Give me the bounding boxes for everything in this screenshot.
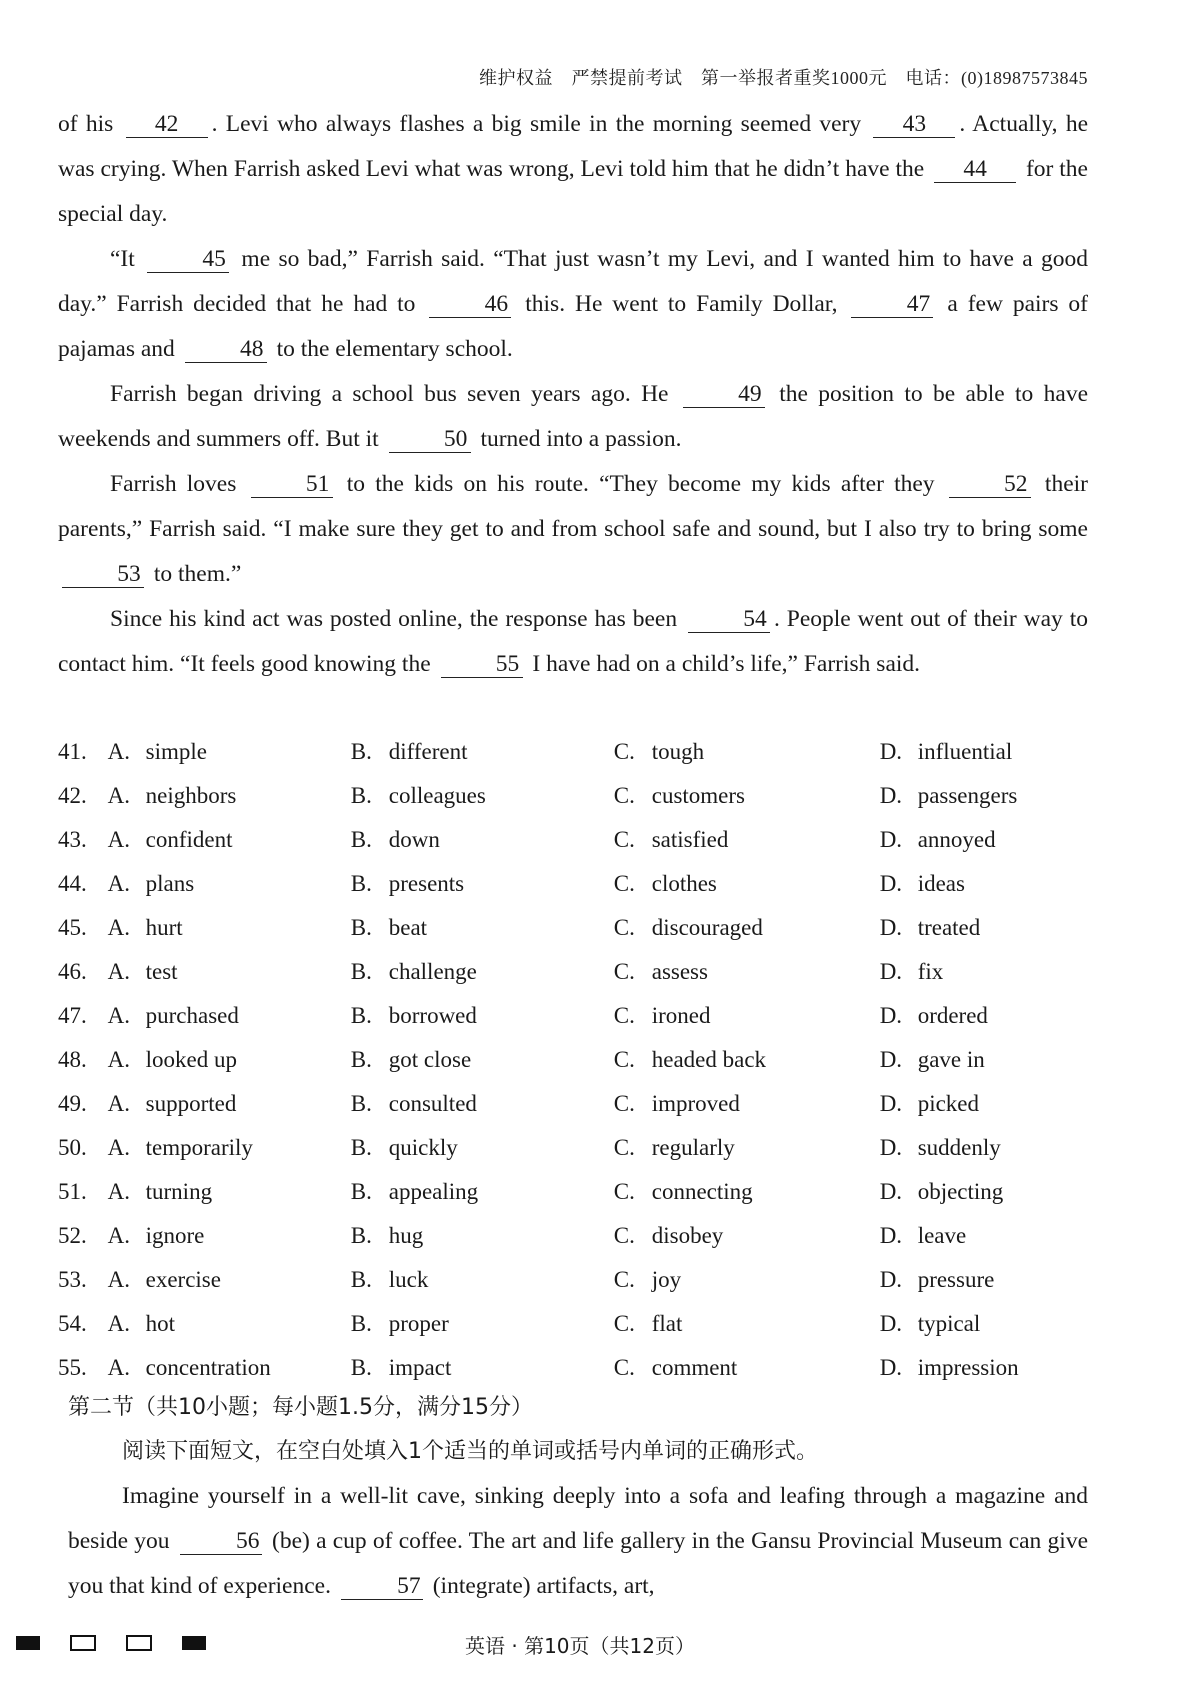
option-letter: D.: [879, 1003, 903, 1028]
option-letter: B.: [350, 783, 372, 808]
section-passage: [68, 1474, 1088, 1609]
passage-paragraph: [58, 462, 1088, 597]
question-options-row: [58, 774, 1098, 818]
option-letter: A.: [107, 827, 130, 852]
option-word: joy: [651, 1267, 682, 1292]
option-letter: C.: [613, 1223, 635, 1248]
question-number: 49.: [58, 1091, 87, 1116]
option-word: looked up: [145, 1047, 237, 1072]
passage-text: a few pairs of pajamas and: [58, 291, 1088, 362]
option-word: ignore: [145, 1223, 205, 1248]
option-word: typical: [917, 1311, 981, 1336]
question-number: 51.: [58, 1179, 87, 1204]
section-title: 第二节（共10小题；每小题1.5分，满分15分）: [68, 1395, 533, 1420]
blank-50: 50: [389, 426, 471, 453]
option-letter: B.: [350, 1003, 372, 1028]
option-letter: D.: [879, 1223, 903, 1248]
option-c: [614, 783, 880, 809]
option-letter: A.: [107, 783, 130, 808]
option-a: [108, 1223, 351, 1249]
option-letter: C.: [613, 827, 635, 852]
option-letter: A.: [107, 871, 130, 896]
question-options-row: [58, 1258, 1098, 1302]
option-word: purchased: [145, 1003, 239, 1028]
passage-paragraph: [58, 372, 1088, 462]
option-letter: D.: [879, 1311, 903, 1336]
option-letter: B.: [350, 739, 372, 764]
option-d: [880, 1267, 1098, 1293]
passage-text: I have had on a child’s life,” Farrish said.: [526, 651, 921, 677]
option-b: [351, 1047, 614, 1073]
option-letter: C.: [613, 1047, 635, 1072]
option-word: concentration: [145, 1355, 271, 1380]
question-options-row: [58, 862, 1098, 906]
option-word: confident: [145, 827, 233, 852]
option-letter: A.: [107, 1223, 130, 1248]
question-options-row: [58, 1170, 1098, 1214]
empty-square-mark: [70, 1635, 96, 1651]
question-number: 52.: [58, 1223, 87, 1248]
blank-53: 53: [62, 561, 144, 588]
option-a: [108, 1267, 351, 1293]
option-word: fix: [917, 959, 944, 984]
question-number: 50.: [58, 1135, 87, 1160]
option-word: disobey: [651, 1223, 724, 1248]
blank-44: 44: [934, 156, 1016, 183]
option-word: picked: [917, 1091, 979, 1116]
question-options-row: [58, 730, 1098, 774]
blank-42: 42: [126, 111, 208, 138]
option-word: borrowed: [388, 1003, 477, 1028]
option-letter: A.: [107, 1355, 130, 1380]
option-b: [351, 1355, 614, 1381]
passage-text: turned into a passion.: [474, 426, 682, 452]
question-options-row: [58, 950, 1098, 994]
option-word: customers: [651, 783, 745, 808]
option-a: [108, 783, 351, 809]
option-letter: D.: [879, 739, 903, 764]
blank-51: 51: [251, 471, 333, 498]
option-d: [880, 1311, 1098, 1337]
question-options-row: [58, 1346, 1098, 1390]
question-number: 47.: [58, 1003, 87, 1028]
option-b: [351, 1311, 614, 1337]
passage-text: to them.”: [148, 561, 242, 587]
option-d: [880, 959, 1098, 985]
option-c: [614, 871, 880, 897]
blank-45: 45: [147, 246, 229, 273]
option-word: flat: [651, 1311, 683, 1336]
option-d: [880, 871, 1098, 897]
passage-paragraph: [58, 102, 1088, 237]
option-letter: B.: [350, 1267, 372, 1292]
option-c: [614, 1003, 880, 1029]
filled-square-mark: [182, 1636, 206, 1650]
page-number: 英语 · 第10页（共12页）: [465, 1634, 695, 1658]
question-options-row: [58, 994, 1098, 1038]
option-d: [880, 783, 1098, 809]
option-c: [614, 1135, 880, 1161]
option-letter: D.: [879, 827, 903, 852]
option-letter: C.: [613, 915, 635, 940]
option-c: [614, 739, 880, 765]
option-a: [108, 915, 351, 941]
option-letter: B.: [350, 1135, 372, 1160]
blank-54: 54: [688, 606, 770, 633]
blank-49: 49: [683, 381, 765, 408]
question-options-row: [58, 1302, 1098, 1346]
option-letter: D.: [879, 1091, 903, 1116]
option-letter: D.: [879, 1047, 903, 1072]
option-letter: C.: [613, 1179, 635, 1204]
option-letter: B.: [350, 915, 372, 940]
passage-text: to the elementary school.: [270, 336, 513, 362]
question-number: 53.: [58, 1267, 87, 1292]
option-c: [614, 1047, 880, 1073]
option-word: headed back: [651, 1047, 767, 1072]
answer-options-list: [58, 730, 1098, 1390]
option-letter: B.: [350, 827, 372, 852]
option-letter: A.: [107, 1003, 130, 1028]
option-letter: A.: [107, 959, 130, 984]
option-letter: C.: [613, 1003, 635, 1028]
option-letter: D.: [879, 783, 903, 808]
option-letter: C.: [613, 1355, 635, 1380]
option-letter: A.: [107, 1091, 130, 1116]
option-word: comment: [651, 1355, 738, 1380]
question-number: 42.: [58, 783, 87, 808]
option-letter: D.: [879, 915, 903, 940]
passage-text: . People went out of their way to contact him. “It feels good knowing the: [58, 606, 1088, 677]
option-letter: C.: [613, 739, 635, 764]
option-b: [351, 1003, 614, 1029]
option-b: [351, 1179, 614, 1205]
option-word: plans: [145, 871, 195, 896]
option-word: objecting: [917, 1179, 1004, 1204]
option-word: regularly: [651, 1135, 735, 1160]
question-number: 54.: [58, 1311, 87, 1336]
question-number: 43.: [58, 827, 87, 852]
option-c: [614, 959, 880, 985]
question-options-row: [58, 906, 1098, 950]
cloze-passage: [58, 102, 1088, 687]
option-word: down: [388, 827, 440, 852]
option-c: [614, 827, 880, 853]
option-word: ordered: [917, 1003, 988, 1028]
passage-text: . Actually, he was crying. When Farrish asked Levi what was wrong, Levi told him that he didn’t have the: [58, 111, 1089, 182]
option-d: [880, 1179, 1098, 1205]
option-b: [351, 959, 614, 985]
passage-text: Since his kind act was posted online, the response has been: [110, 606, 684, 632]
option-letter: B.: [350, 959, 372, 984]
filled-square-mark: [16, 1636, 40, 1650]
option-b: [351, 739, 614, 765]
option-letter: D.: [879, 959, 903, 984]
option-word: suddenly: [917, 1135, 1001, 1160]
option-d: [880, 915, 1098, 941]
option-letter: B.: [350, 1355, 372, 1380]
option-word: turning: [145, 1179, 213, 1204]
option-letter: B.: [350, 1223, 372, 1248]
option-letter: C.: [613, 959, 635, 984]
option-d: [880, 1355, 1098, 1381]
option-a: [108, 739, 351, 765]
option-letter: B.: [350, 1179, 372, 1204]
option-letter: C.: [613, 1311, 635, 1336]
option-word: luck: [388, 1267, 429, 1292]
option-a: [108, 1179, 351, 1205]
option-word: passengers: [917, 783, 1018, 808]
option-word: ironed: [651, 1003, 711, 1028]
option-word: exercise: [145, 1267, 221, 1292]
option-c: [614, 1311, 880, 1337]
option-letter: A.: [107, 1311, 130, 1336]
option-b: [351, 1223, 614, 1249]
option-a: [108, 1003, 351, 1029]
option-a: [108, 1135, 351, 1161]
option-d: [880, 1135, 1098, 1161]
option-word: influential: [917, 739, 1013, 764]
option-letter: A.: [107, 1267, 130, 1292]
option-word: connecting: [651, 1179, 753, 1204]
option-word: quickly: [388, 1135, 458, 1160]
passage-text: Imagine yourself in a well-lit cave, sinking deeply into a sofa and leafing through a magazine and beside you: [68, 1483, 1088, 1554]
option-d: [880, 827, 1098, 853]
question-number: 48.: [58, 1047, 87, 1072]
option-c: [614, 1267, 880, 1293]
passage-text: to the kids on his route. “They become my kids after they: [336, 471, 945, 497]
blank-48: 48: [185, 336, 267, 363]
option-a: [108, 1047, 351, 1073]
option-word: colleagues: [388, 783, 486, 808]
question-options-row: [58, 1038, 1098, 1082]
option-a: [108, 1355, 351, 1381]
question-number: 44.: [58, 871, 87, 896]
blank-52: 52: [949, 471, 1031, 498]
option-letter: A.: [107, 1047, 130, 1072]
blank-55: 55: [441, 651, 523, 678]
passage-text: for the special day.: [58, 156, 1088, 227]
option-letter: D.: [879, 871, 903, 896]
option-word: gave in: [917, 1047, 985, 1072]
option-word: improved: [651, 1091, 740, 1116]
option-word: supported: [145, 1091, 237, 1116]
question-options-row: [58, 1214, 1098, 1258]
blank-43: 43: [873, 111, 955, 138]
passage-text: . Levi who always flashes a big smile in the morning seemed very: [211, 111, 870, 137]
option-word: annoyed: [917, 827, 996, 852]
option-b: [351, 1091, 614, 1117]
option-word: different: [388, 739, 468, 764]
option-word: ideas: [917, 871, 965, 896]
question-options-row: [58, 1126, 1098, 1170]
passage-text: Farrish loves: [110, 471, 247, 497]
option-word: impression: [917, 1355, 1019, 1380]
passage-text: (be) a cup of coffee. The art and life gallery in the Gansu Provincial Museum can give you that kind of experience.: [68, 1528, 1088, 1599]
option-c: [614, 915, 880, 941]
option-letter: C.: [613, 1091, 635, 1116]
option-word: tough: [651, 739, 705, 764]
passage-text: me so bad,” Farrish said. “That just wasn’t my Levi, and I wanted him to have a good day.” Farrish decided that he had to: [58, 246, 1088, 317]
header-notice: 维护权益 严禁提前考试 第一举报者重奖1000元 电话：(0)18987573845: [479, 68, 1088, 88]
option-b: [351, 783, 614, 809]
blank-46: 46: [429, 291, 511, 318]
option-word: temporarily: [145, 1135, 253, 1160]
question-number: 46.: [58, 959, 87, 984]
option-b: [351, 1135, 614, 1161]
option-b: [351, 915, 614, 941]
question-number: 55.: [58, 1355, 87, 1380]
option-word: got close: [388, 1047, 472, 1072]
option-a: [108, 1311, 351, 1337]
option-word: consulted: [388, 1091, 477, 1116]
passage-text: Farrish began driving a school bus seven years ago. He: [110, 381, 679, 407]
option-word: clothes: [651, 871, 717, 896]
option-letter: D.: [879, 1179, 903, 1204]
registration-marks: [16, 1635, 206, 1651]
passage-text: (integrate) artifacts, art,: [426, 1573, 655, 1599]
option-a: [108, 959, 351, 985]
option-word: neighbors: [145, 783, 237, 808]
option-word: hug: [388, 1223, 424, 1248]
option-c: [614, 1179, 880, 1205]
option-letter: C.: [613, 1267, 635, 1292]
question-number: 45.: [58, 915, 87, 940]
blank-57: 57: [341, 1573, 423, 1600]
option-word: discouraged: [651, 915, 763, 940]
option-b: [351, 1267, 614, 1293]
section-two: [68, 1386, 1088, 1609]
option-word: pressure: [917, 1267, 995, 1292]
option-word: beat: [388, 915, 428, 940]
option-word: leave: [917, 1223, 967, 1248]
blank-56: 56: [180, 1528, 262, 1555]
option-letter: C.: [613, 871, 635, 896]
option-d: [880, 1003, 1098, 1029]
question-options-row: [58, 818, 1098, 862]
option-word: hurt: [145, 915, 183, 940]
option-letter: B.: [350, 871, 372, 896]
passage-paragraph: [58, 597, 1088, 687]
section-instruction: 阅读下面短文，在空白处填入1个适当的单词或括号内单词的正确形式。: [122, 1439, 818, 1464]
option-d: [880, 1091, 1098, 1117]
option-word: satisfied: [651, 827, 729, 852]
passage-text: the position to be able to have weekends and summers off. But it: [58, 381, 1089, 452]
option-a: [108, 1091, 351, 1117]
option-word: hot: [145, 1311, 176, 1336]
passage-text: of his: [58, 111, 122, 137]
option-letter: C.: [613, 783, 635, 808]
option-word: treated: [917, 915, 981, 940]
option-a: [108, 827, 351, 853]
option-word: appealing: [388, 1179, 479, 1204]
option-a: [108, 871, 351, 897]
passage-text: “It: [110, 246, 144, 272]
option-letter: A.: [107, 915, 130, 940]
option-word: assess: [651, 959, 708, 984]
empty-square-mark: [126, 1635, 152, 1651]
option-word: simple: [145, 739, 207, 764]
option-b: [351, 827, 614, 853]
option-b: [351, 871, 614, 897]
option-word: presents: [388, 871, 465, 896]
option-word: challenge: [388, 959, 477, 984]
option-d: [880, 739, 1098, 765]
option-d: [880, 1047, 1098, 1073]
option-letter: D.: [879, 1135, 903, 1160]
option-d: [880, 1223, 1098, 1249]
passage-text: this. He went to Family Dollar,: [515, 291, 848, 317]
question-options-row: [58, 1082, 1098, 1126]
option-letter: A.: [107, 1135, 130, 1160]
option-letter: A.: [107, 1179, 130, 1204]
option-letter: B.: [350, 1091, 372, 1116]
option-letter: C.: [613, 1135, 635, 1160]
option-c: [614, 1355, 880, 1381]
question-number: 41.: [58, 739, 87, 764]
option-letter: B.: [350, 1047, 372, 1072]
option-letter: D.: [879, 1267, 903, 1292]
passage-text: their parents,” Farrish said. “I make sure they get to and from school safe and sound, but I also try to bring some: [58, 471, 1088, 542]
option-letter: D.: [879, 1355, 903, 1380]
passage-paragraph: [58, 237, 1088, 372]
option-word: test: [145, 959, 178, 984]
option-letter: A.: [107, 739, 130, 764]
option-word: impact: [388, 1355, 452, 1380]
option-c: [614, 1223, 880, 1249]
blank-47: 47: [851, 291, 933, 318]
option-c: [614, 1091, 880, 1117]
option-letter: B.: [350, 1311, 372, 1336]
option-word: proper: [388, 1311, 449, 1336]
